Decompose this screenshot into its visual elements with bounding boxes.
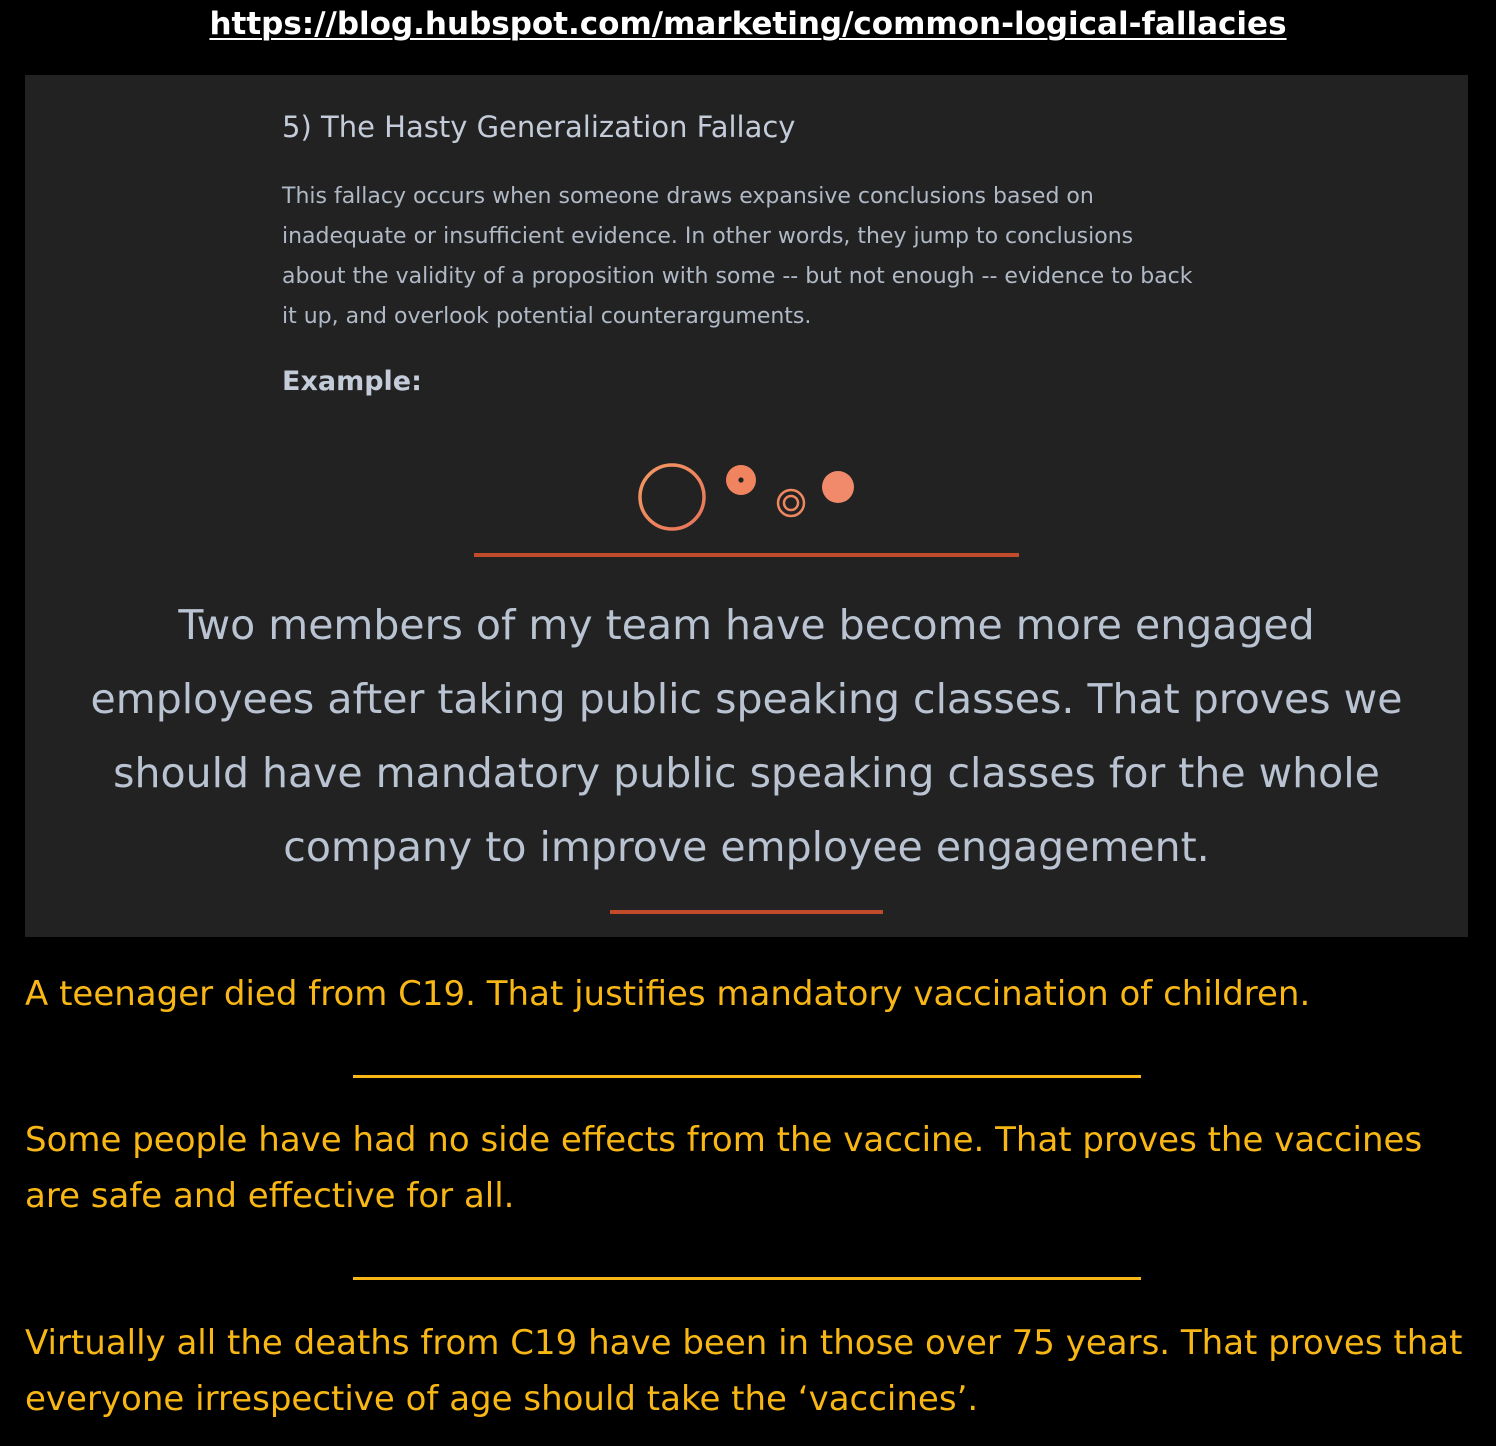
section-title: 5) The Hasty Generalization Fallacy	[282, 110, 796, 144]
example-quote: Two members of my team have become more engaged employees after taking public speaking classes. That proves we should have mandatory public speaking classes for the whole company to improve employee engagement.	[90, 601, 1403, 871]
article-screenshot-panel	[25, 75, 1468, 937]
example-label: Example:	[282, 366, 422, 397]
claim-separator	[353, 1277, 1141, 1280]
quote-circles-icon	[630, 457, 870, 537]
source-url-link[interactable]: https://blog.hubspot.com/marketing/common-logical-fallacies	[209, 6, 1287, 42]
quote-divider-top	[474, 553, 1019, 557]
claim-text: Some people have had no side effects from the vaccine. That proves the vaccines are safe and effective for all.	[25, 1120, 1423, 1216]
section-body: This fallacy occurs when someone draws expansive conclusions based on inadequate or insufficient evidence. In other words, they jump to conclusions about the validity of a proposition with some -- but not enough -- evidence to back it up, and overlook potential counterarguments.	[282, 184, 1193, 329]
claim-text: Virtually all the deaths from C19 have been in those over 75 years. That proves that everyone irrespective of age should take the ‘vaccines’.	[25, 1323, 1463, 1419]
claim-text: A teenager died from C19. That justifies mandatory vaccination of children.	[25, 974, 1311, 1014]
claim-separator	[353, 1075, 1141, 1078]
quote-divider-bottom	[610, 910, 883, 914]
